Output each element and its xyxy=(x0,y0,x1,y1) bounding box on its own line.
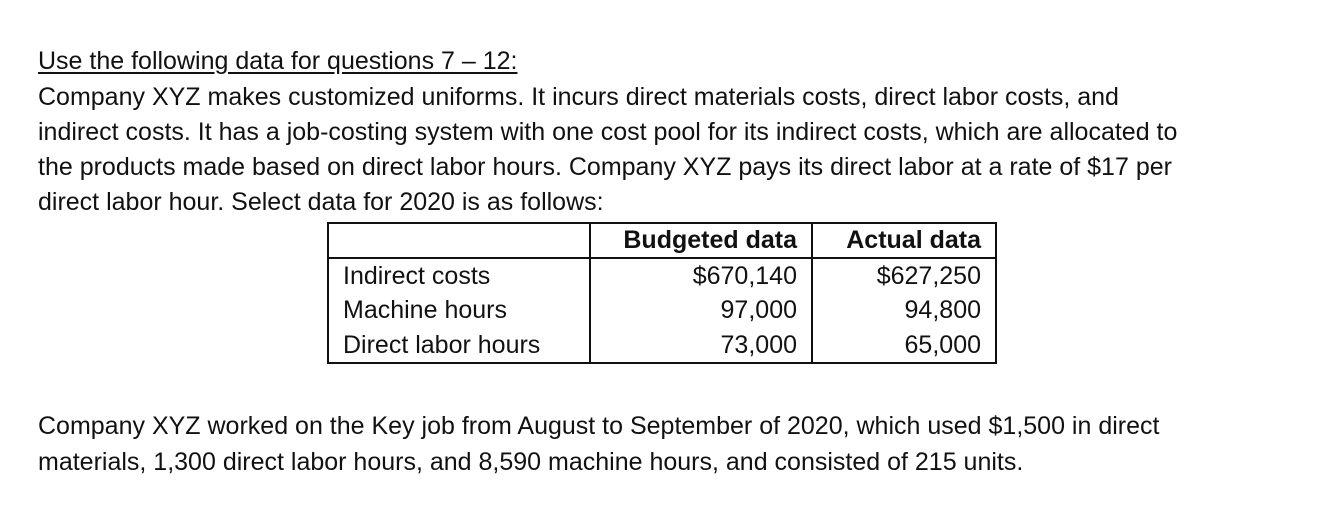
closing-paragraph xyxy=(38,408,1159,480)
intro-line: the products made based on direct labor hours. Company XYZ pays its direct labor at a rate of $17 per xyxy=(38,153,1172,181)
section-heading: Use the following data for questions 7 – 12: xyxy=(38,47,518,75)
budgeted-value: $670,140 xyxy=(590,258,812,293)
table-row xyxy=(328,258,996,293)
table-row xyxy=(328,328,996,363)
row-label: Machine hours xyxy=(328,293,590,328)
table-header-row xyxy=(328,223,996,258)
closing-line: Company XYZ worked on the Key job from August to September of 2020, which used $1,500 in direct xyxy=(38,412,1160,440)
actual-value: $627,250 xyxy=(812,258,996,293)
intro-line: Company XYZ makes customized uniforms. It incurs direct materials costs, direct labor costs, and xyxy=(38,83,1119,111)
actual-value: 94,800 xyxy=(812,293,996,328)
header-budgeted: Budgeted data xyxy=(590,223,812,258)
row-label: Indirect costs xyxy=(328,258,590,293)
row-label: Direct labor hours xyxy=(328,328,590,363)
header-actual: Actual data xyxy=(812,223,996,258)
intro-line: indirect costs. It has a job-costing system with one cost pool for its indirect costs, which are allocated to xyxy=(38,118,1178,146)
intro-paragraph xyxy=(38,80,1308,220)
cost-data-table xyxy=(327,222,997,364)
actual-value: 65,000 xyxy=(812,328,996,363)
header-empty-cell xyxy=(328,223,590,258)
intro-line: direct labor hour. Select data for 2020 is as follows: xyxy=(38,188,604,216)
table-row xyxy=(328,293,996,328)
budgeted-value: 97,000 xyxy=(590,293,812,328)
budgeted-value: 73,000 xyxy=(590,328,812,363)
closing-line: materials, 1,300 direct labor hours, and 8,590 machine hours, and consisted of 215 units. xyxy=(38,448,1024,476)
